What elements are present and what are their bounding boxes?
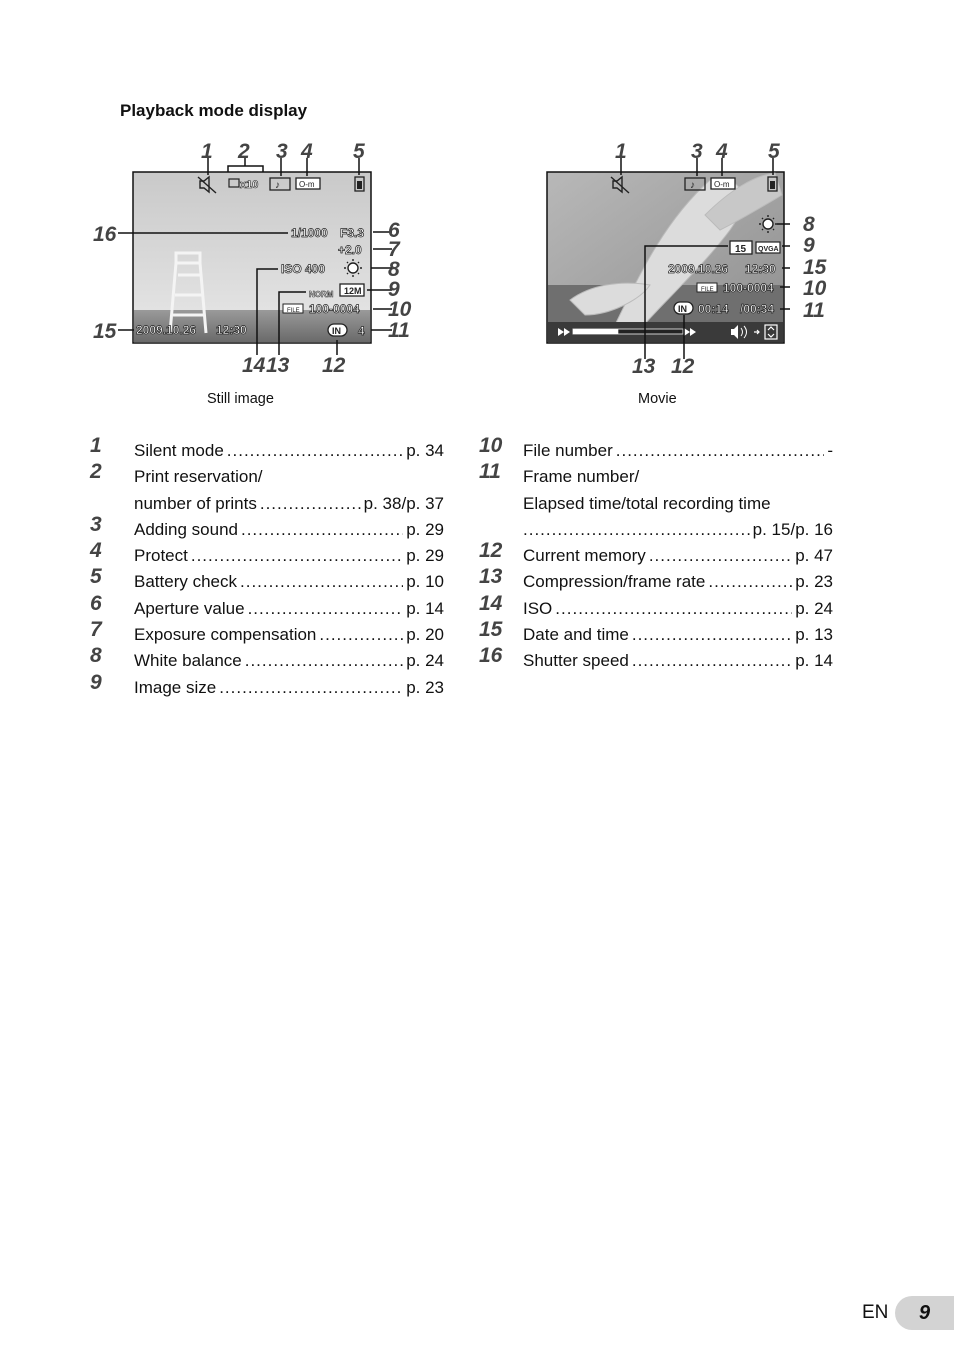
frame-rate-badge <box>730 241 752 255</box>
legend-entry-image-size: Image size ..... p. 23 <box>134 678 444 698</box>
legend-entry-frame-number-ref: ..... p. 15/p. 16 <box>523 520 833 540</box>
legend-entry-shutter-speed: Shutter speed ..... p. 14 <box>523 651 833 671</box>
callout-3: 3 <box>276 140 288 163</box>
protect-icon <box>296 178 320 189</box>
protect-icon <box>711 178 735 189</box>
shutter-speed-value: 1/1000 <box>291 226 328 240</box>
memory-badge <box>674 302 693 314</box>
callout-10: 10 <box>388 298 412 321</box>
svg-text:O-m: O-m <box>714 180 730 189</box>
legend-entry-print-reservation-2: number of prints ..... p. 38/p. 37 <box>134 494 444 514</box>
total-time: /00:34 <box>740 302 775 316</box>
callout-14: 14 <box>242 354 266 377</box>
callout-3: 3 <box>691 140 703 163</box>
legend-entry-frame-number: Frame number/ <box>523 467 640 486</box>
callout-2: 2 <box>238 140 250 163</box>
file-badge <box>283 304 303 314</box>
svg-text:FILE: FILE <box>287 308 300 314</box>
callout-1: 1 <box>615 140 627 163</box>
compression-value: NORM <box>309 290 334 299</box>
page-number: 9 <box>895 1296 954 1330</box>
frame-number-value: 4 <box>358 324 365 338</box>
callout-5: 5 <box>353 140 365 163</box>
elapsed-time: 00:14 <box>698 302 729 316</box>
entry-number: 7 <box>90 618 102 641</box>
entry-number: 11 <box>479 460 501 483</box>
entry-number: 12 <box>479 539 503 562</box>
date-value: 2009.10.26 <box>136 323 197 337</box>
svg-text:FILE: FILE <box>701 287 714 293</box>
entry-number: 15 <box>479 618 503 641</box>
svg-text:15: 15 <box>735 244 747 255</box>
callout-9: 9 <box>388 278 400 301</box>
entry-number: 6 <box>90 592 102 615</box>
legend-entry-date-time: Date and time ..... p. 13 <box>523 625 833 645</box>
print-count: x10 <box>240 179 259 191</box>
entry-number: 16 <box>479 644 503 667</box>
svg-text:QVGA: QVGA <box>758 246 779 253</box>
aperture-value: F3.3 <box>340 226 365 240</box>
entry-number: 4 <box>90 539 102 562</box>
entry-number: 1 <box>90 434 102 457</box>
section-heading: Playback mode display <box>120 101 308 120</box>
entry-number: 3 <box>90 513 102 536</box>
legend-entry-exposure: Exposure compensation ..... p. 20 <box>134 625 444 645</box>
entry-number: 10 <box>479 434 503 457</box>
callout-4: 4 <box>716 140 728 163</box>
callout-11: 11 <box>388 319 410 342</box>
svg-text:♪: ♪ <box>690 180 695 191</box>
callout-16: 16 <box>93 223 117 246</box>
entry-number: 13 <box>479 565 503 588</box>
callout-6: 6 <box>388 219 400 242</box>
callout-7: 7 <box>388 238 400 261</box>
legend-entry-silent-mode: Silent mode ..... p. 34 <box>134 441 444 461</box>
exposure-value: +2.0 <box>338 243 362 257</box>
callout-9: 9 <box>803 234 815 257</box>
callout-15: 15 <box>803 256 827 279</box>
file-number-value: 100-0004 <box>309 302 360 316</box>
legend-entry-compression: Compression/frame rate ..... p. 23 <box>523 572 833 592</box>
movie-file-number: 100-0004 <box>723 281 774 295</box>
callout-8: 8 <box>388 258 400 281</box>
legend-entry-adding-sound: Adding sound ..... p. 29 <box>134 520 444 540</box>
progress-bar <box>573 329 683 334</box>
callout-10: 10 <box>803 277 827 300</box>
callout-11: 11 <box>803 299 825 322</box>
caption-movie: Movie <box>638 391 677 407</box>
entry-number: 9 <box>90 671 102 694</box>
callout-12: 12 <box>322 354 346 377</box>
time-value: 12:30 <box>216 323 247 337</box>
svg-text:12M: 12M <box>344 286 362 296</box>
movie-diagram <box>540 135 840 380</box>
callout-5: 5 <box>768 140 780 163</box>
entry-number: 14 <box>479 592 503 615</box>
file-badge <box>697 283 717 293</box>
entry-number: 8 <box>90 644 102 667</box>
legend-entry-white-balance: White balance ..... p. 24 <box>134 651 444 671</box>
legend-entry-aperture: Aperture value ..... p. 14 <box>134 599 444 619</box>
movie-time-value: 12:30 <box>745 262 776 276</box>
movie-date-value: 2009.10.26 <box>668 262 729 276</box>
legend-entry-file-number: File number ..... - <box>523 441 833 461</box>
callout-13: 13 <box>632 355 656 378</box>
callout-15: 15 <box>93 320 117 343</box>
svg-text:O-m: O-m <box>299 180 315 189</box>
legend-entry-current-memory: Current memory ..... p. 47 <box>523 546 833 566</box>
svg-text:♪: ♪ <box>275 180 280 191</box>
callout-4: 4 <box>301 140 313 163</box>
callout-13: 13 <box>266 354 290 377</box>
entry-number: 2 <box>90 460 102 483</box>
legend-entry-elapsed-time: Elapsed time/total recording time <box>523 494 771 513</box>
callout-1: 1 <box>201 140 213 163</box>
callout-12: 12 <box>671 355 695 378</box>
memory-badge <box>328 324 347 336</box>
entry-number: 5 <box>90 565 102 588</box>
legend-entry-iso: ISO ..... p. 24 <box>523 599 833 619</box>
still-image-diagram <box>88 135 423 380</box>
legend-entry-protect: Protect ..... p. 29 <box>134 546 444 566</box>
movie-size-badge <box>756 242 780 253</box>
legend-entry-print-reservation: Print reservation/ <box>134 467 263 486</box>
svg-text:IN: IN <box>332 326 341 336</box>
callout-8: 8 <box>803 213 815 236</box>
caption-still-image: Still image <box>207 391 274 407</box>
image-size-badge <box>340 284 364 296</box>
iso-value: ISO 400 <box>281 262 326 276</box>
language-label: EN <box>862 1302 889 1323</box>
legend-entry-battery-check: Battery check ..... p. 10 <box>134 572 444 592</box>
svg-text:IN: IN <box>678 304 687 314</box>
